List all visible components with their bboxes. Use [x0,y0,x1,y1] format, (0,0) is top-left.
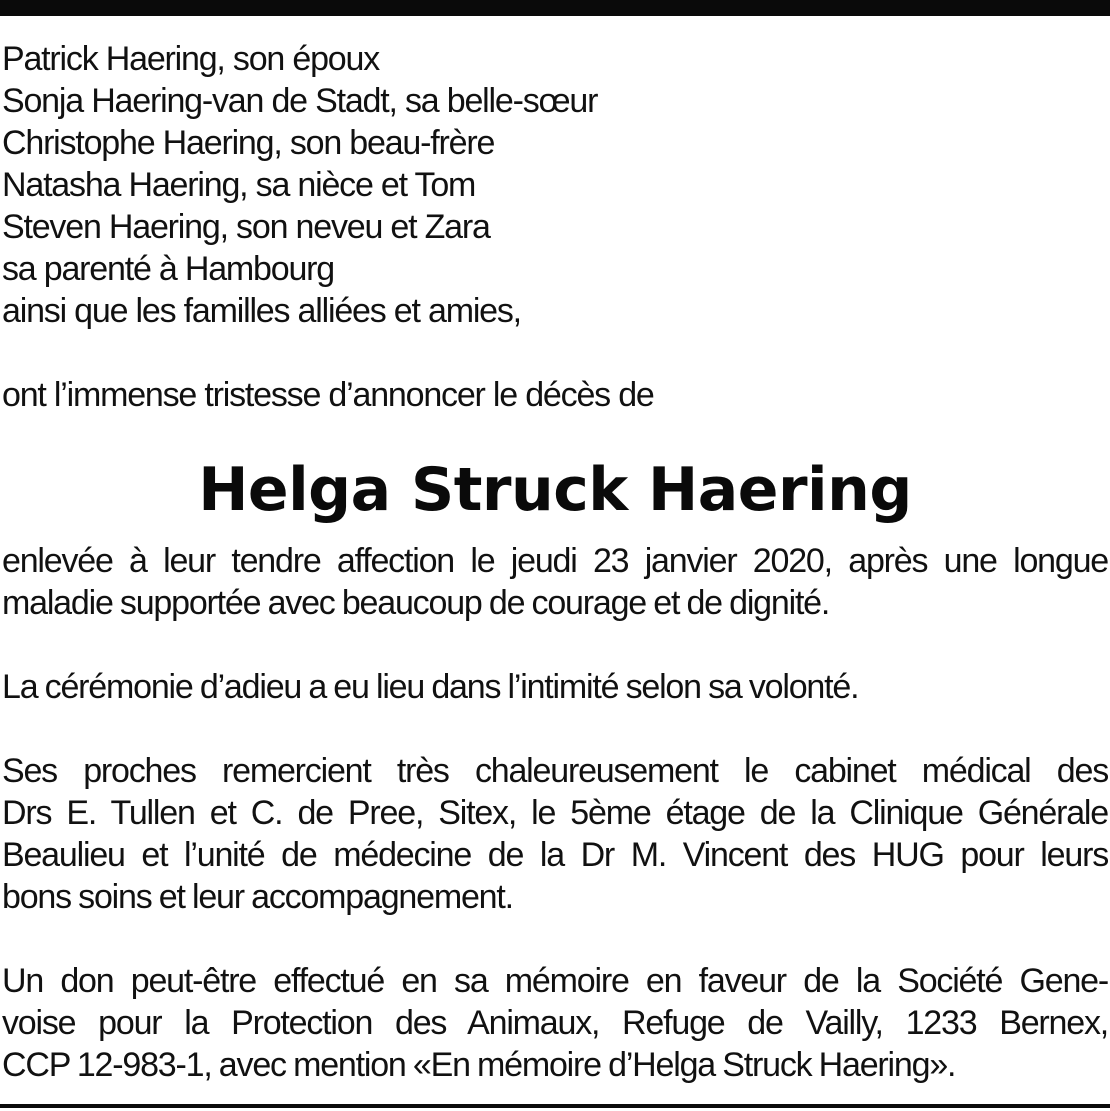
mourner-line: Sonja Haering-van de Stadt, sa belle-sœur [2,82,598,120]
donation-paragraph [2,960,1108,1086]
announcement-text: ont l’immense tristesse d’annoncer le décès de [2,376,654,414]
top-rule [0,0,1110,16]
thanks-paragraph [2,750,1108,918]
spacer [2,708,1108,750]
bottom-rule [0,1104,1110,1108]
paragraph-line: maladie supportée avec beaucoup de courage et de dignité. [2,584,830,622]
mourners-list [2,38,1108,332]
mourner-line: Patrick Haering, son époux [2,40,380,78]
paragraph-line: voise pour la Protection des Animaux, Refuge de Vailly, 1233 Bernex, [2,1004,1108,1042]
spacer [2,624,1108,666]
death-paragraph [2,540,1108,624]
mourner-line: ainsi que les familles alliées et amies, [2,292,521,330]
ceremony-paragraph [2,666,1108,708]
deceased-name: Helga Struck Haering [198,455,912,525]
paragraph-line: CCP 12-983-1, avec mention «En mémoire d’Helga Struck Haering». [2,1046,956,1084]
obituary-notice [2,38,1108,1086]
mourner-line: Steven Haering, son neveu et Zara [2,208,490,246]
paragraph-line: Beaulieu et l’unité de médecine de la Dr M. Vincent des HUG pour leurs [2,836,1108,874]
paragraph-line: Un don peut-être effectué en sa mémoire en faveur de la Société Gene- [2,962,1108,1000]
paragraph-line: bons soins et leur accompagnement. [2,878,513,916]
paragraph-line: Ses proches remercient très chaleureusement le cabinet médical des [2,752,1108,790]
paragraph-line: La cérémonie d’adieu a eu lieu dans l’intimité selon sa volonté. [2,668,859,706]
mourner-line: Christophe Haering, son beau-frère [2,124,495,162]
mourner-line: sa parenté à Hambourg [2,250,335,288]
spacer [2,332,1108,374]
spacer [2,918,1108,960]
paragraph-line: Drs E. Tullen et C. de Pree, Sitex, le 5ème étage de la Clinique Générale [2,794,1108,832]
paragraph-line: enlevée à leur tendre affection le jeudi 23 janvier 2020, après une longue [2,542,1108,580]
mourner-line: Natasha Haering, sa nièce et Tom [2,166,476,204]
